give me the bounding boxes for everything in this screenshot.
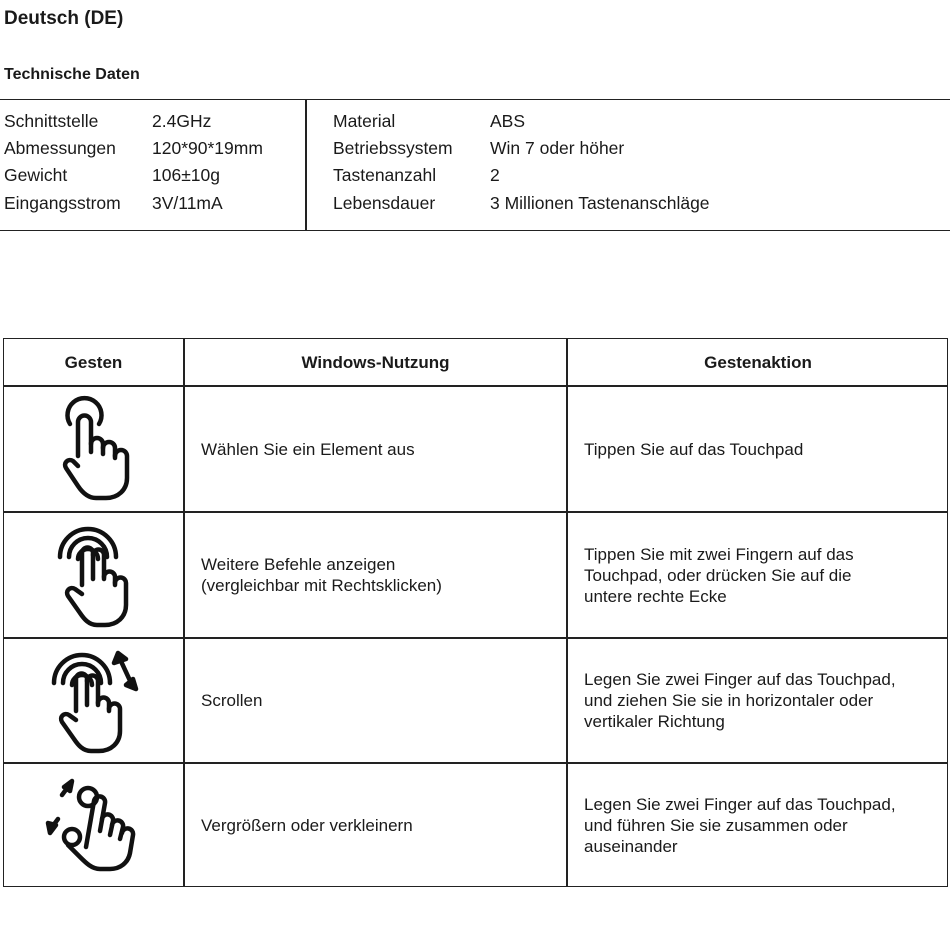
spec-value: 2.4GHz [152,111,212,131]
column-divider [183,339,185,886]
action-text: Tippen Sie mit zwei Fingern auf das Touchpad, oder drücken Sie auf die untere rechte Ecke [584,544,854,606]
spec-label: Tastenanzahl [333,165,437,185]
gesture-usage-cell [201,387,561,511]
spec-value: 2 [490,165,500,185]
spec-label: Lebensdauer [333,193,436,213]
spec-label: Abmessungen [4,138,116,158]
specs-table [0,99,950,231]
action-text: Tippen Sie auf das Touchpad [584,439,804,459]
header-windows-usage: Windows-Nutzung [301,352,450,372]
spec-label: Gewicht [4,165,68,185]
spec-value: ABS [490,111,526,131]
gesture-action-cell [584,387,944,511]
action-text: Legen Sie zwei Finger auf das Touchpad, und führen Sie sie zusammen oder auseinander [584,794,896,856]
column-divider [566,339,568,886]
gesture-usage-cell [201,639,561,762]
usage-text: Scrollen [201,691,263,710]
usage-text: Wählen Sie ein Element aus [201,439,415,459]
specs-divider [305,100,307,230]
spec-value: Win 7 oder höher [490,138,625,158]
spec-label: Eingangsstrom [4,193,121,213]
pinch-zoom-icon [4,764,183,886]
gesture-usage-cell [201,764,561,886]
spec-value: 106±10g [152,165,221,185]
spec-label: Schnittstelle [4,111,99,131]
spec-value: 3 Millionen Tastenanschläge [490,193,710,213]
spec-value: 3V/11mA [152,193,223,213]
spec-label: Material [333,111,396,131]
action-text: Legen Sie zwei Finger auf das Touchpad, und ziehen Sie sie in horizontaler oder vertikaler Richtung [584,670,896,731]
spec-label: Betriebssystem [333,138,453,158]
two-finger-tap-icon [4,513,183,637]
two-finger-scroll-icon [4,639,183,762]
header-gesture-action: Gestenaktion [704,352,812,372]
section-title: Technische Daten [4,66,140,83]
spec-value: 120*90*19mm [152,138,263,158]
usage-text: Weitere Befehle anzeigen (vergleichbar mit Rechtsklicken) [201,555,442,595]
single-finger-tap-icon [4,387,183,511]
gesture-action-cell [584,639,944,762]
language-heading: Deutsch (DE) [4,8,124,29]
gesture-action-cell [584,764,944,886]
gesture-action-cell [584,513,944,637]
header-gestures: Gesten [64,352,123,372]
gesture-usage-cell [201,513,561,637]
gestures-table [3,338,948,887]
usage-text: Vergrößern oder verkleinern [201,815,413,835]
